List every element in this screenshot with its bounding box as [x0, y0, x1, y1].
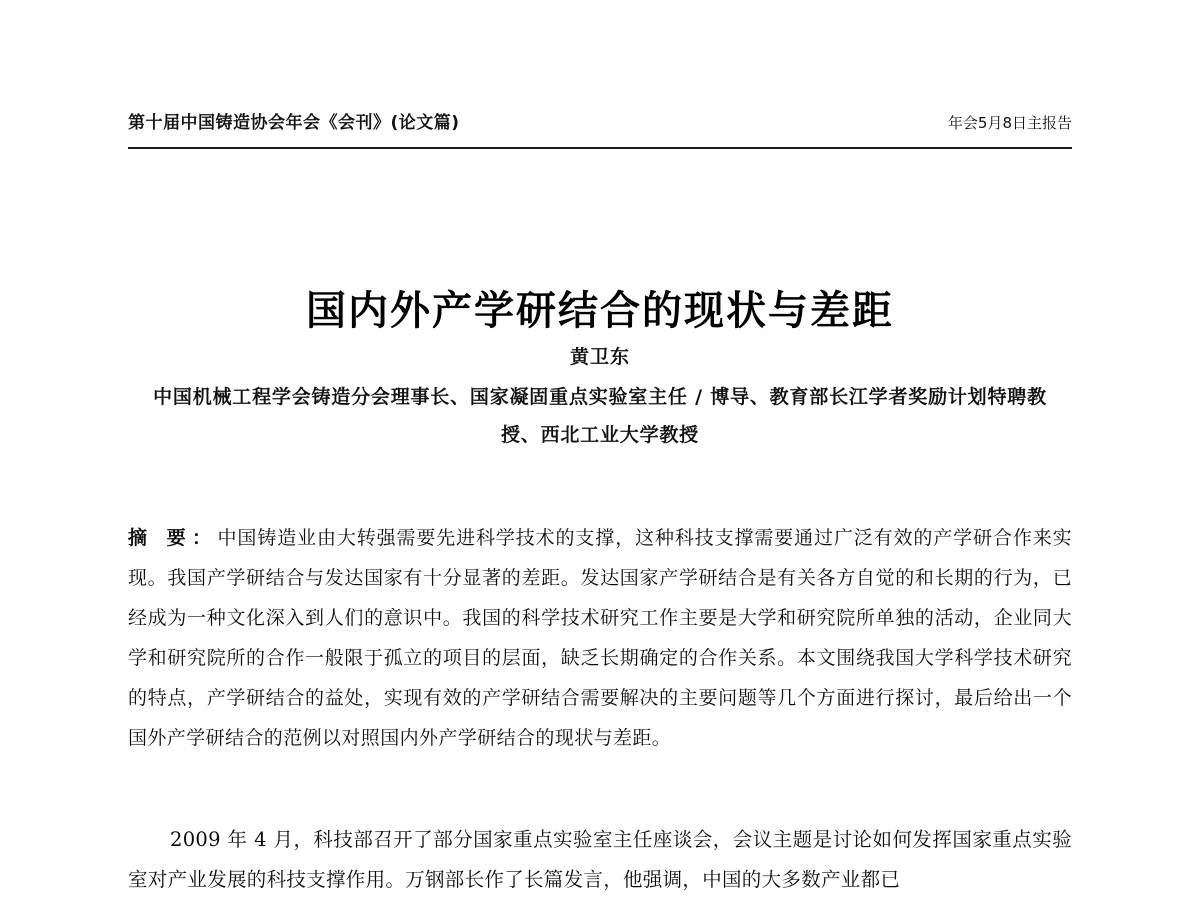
- running-head: [128, 108, 1072, 133]
- abstract-block: [128, 518, 1072, 758]
- abstract-text: 中国铸造业由大转强需要先进科学技术的支撑，这种科技支撑需要通过广泛有效的产学研合作来实现。我国产学研结合与发达国家有十分显著的差距。发达国家产学研结合是有关各方自觉的和长期的行为，已经成为一种文化深入到人们的意识中。我国的科学技术研究工作主要是大学和研究院所单独的活动，企业同大学和研究院所的合作一般限于孤立的项目的层面，缺乏长期确定的合作关系。本文围绕我国大学科学技术研究的特点，产学研结合的益处，实现有效的产学研结合需要解决的主要问题等几个方面进行探讨，最后给出一个国外产学研结合的范例以对照国内外产学研结合的现状与差距。: [128, 527, 1072, 749]
- header-divider: [128, 147, 1072, 149]
- running-head-right: 年会5月8日主报告: [947, 114, 1072, 132]
- author-affiliation: 中国机械工程学会铸造分会理事长、国家凝固重点实验室主任 / 博导、教育部长江学者奖励计划特聘教授、西北工业大学教授: [153, 386, 1047, 446]
- running-head-left: 第十届中国铸造协会年会《会刊》(论文篇): [128, 113, 460, 133]
- abstract-label: 摘 要：: [128, 527, 218, 549]
- page-title: 国内外产学研结合的现状与差距: [306, 287, 894, 334]
- author-name: 黄卫东: [569, 346, 630, 368]
- body-paragraph-1: 2009 年 4 月，科技部召开了部分国家重点实验室主任座谈会，会议主题是讨论如何发挥国家重点实验室对产业发展的科技支撑作用。万钢部长作了长篇发言，他强调，中国的大多数产业都已: [128, 827, 1072, 891]
